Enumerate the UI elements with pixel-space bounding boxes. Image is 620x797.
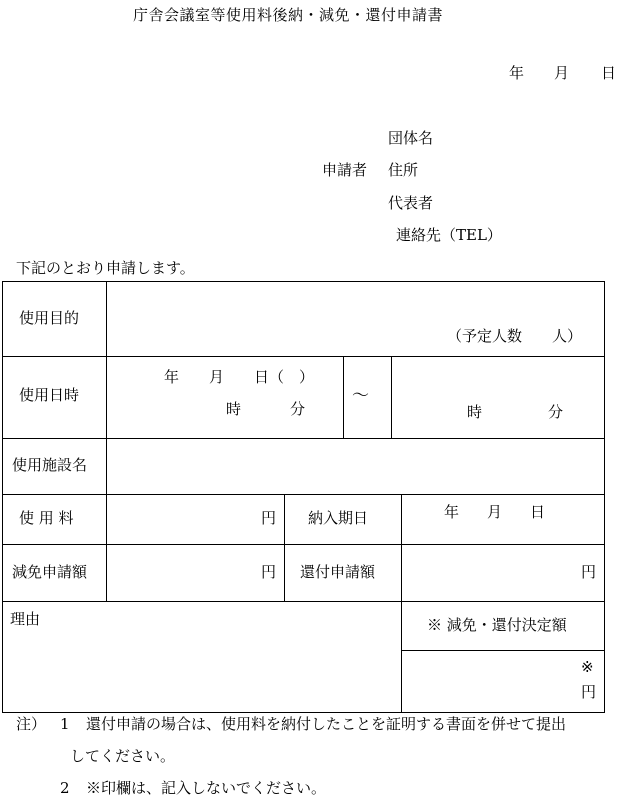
due-day-unit: 日 [530, 503, 546, 521]
due-year-unit: 年 [444, 503, 460, 521]
row-divider [2, 438, 605, 439]
row-divider [2, 356, 605, 357]
notes-label: 注） [16, 715, 47, 733]
decision-label: ※ 減免・還付決定額 [427, 616, 567, 634]
application-table [2, 281, 605, 713]
start-minute-unit: 分 [290, 400, 306, 418]
time-divider [391, 356, 392, 438]
label-column-divider [106, 281, 107, 601]
date-year: 年 [509, 64, 525, 82]
note-2-number: 2 [60, 779, 70, 797]
note-1-number: 1 [60, 715, 70, 733]
fee-unit: 円 [261, 509, 277, 527]
time-divider [343, 356, 344, 438]
address-label: 住所 [388, 161, 419, 179]
organization-label: 団体名 [388, 129, 434, 147]
date-day: 日 [601, 64, 617, 82]
reason-label: 理由 [10, 610, 41, 628]
row-divider [2, 494, 605, 495]
datetime-label: 使用日時 [19, 386, 80, 404]
date-month: 月 [554, 64, 570, 82]
refund-label: 還付申請額 [300, 563, 376, 581]
facility-label: 使用施設名 [12, 456, 88, 474]
end-hour-unit: 時 [467, 403, 483, 421]
row-divider [2, 544, 605, 545]
start-hour-unit: 時 [226, 400, 242, 418]
fee-column-divider [401, 494, 402, 713]
document-title: 庁舎会議室等使用料後納・減免・還付申請書 [133, 6, 444, 24]
reduction-label: 減免申請額 [12, 563, 88, 581]
end-minute-unit: 分 [548, 403, 564, 421]
decision-divider [401, 650, 605, 651]
decision-unit: 円 [581, 683, 597, 701]
refund-unit: 円 [581, 563, 597, 581]
due-date-label: 納入期日 [308, 509, 369, 527]
reduction-unit: 円 [261, 563, 277, 581]
start-date-field: 年 月 日（ ） [164, 368, 315, 386]
row-divider [2, 601, 605, 602]
note-1-line-1: 還付申請の場合は、使用料を納付したことを証明する書面を併せて提出 [86, 715, 567, 733]
purpose-label: 使用目的 [19, 309, 80, 327]
contact-label: 連絡先（TEL） [396, 226, 502, 244]
due-month-unit: 月 [487, 503, 503, 521]
fee-column-divider [284, 494, 285, 601]
applicant-label: 申請者 [322, 161, 368, 179]
representative-label: 代表者 [388, 194, 434, 212]
note-1-line-2: してください。 [70, 747, 176, 765]
decision-mark: ※ [581, 658, 594, 676]
note-2: ※印欄は、記入しないでください。 [86, 779, 327, 797]
fee-label: 使 用 料 [19, 509, 74, 527]
tilde-separator: ～ [352, 386, 369, 406]
intro-text: 下記のとおり申請します。 [16, 259, 195, 277]
attendees-field: （予定人数 人） [447, 327, 583, 345]
